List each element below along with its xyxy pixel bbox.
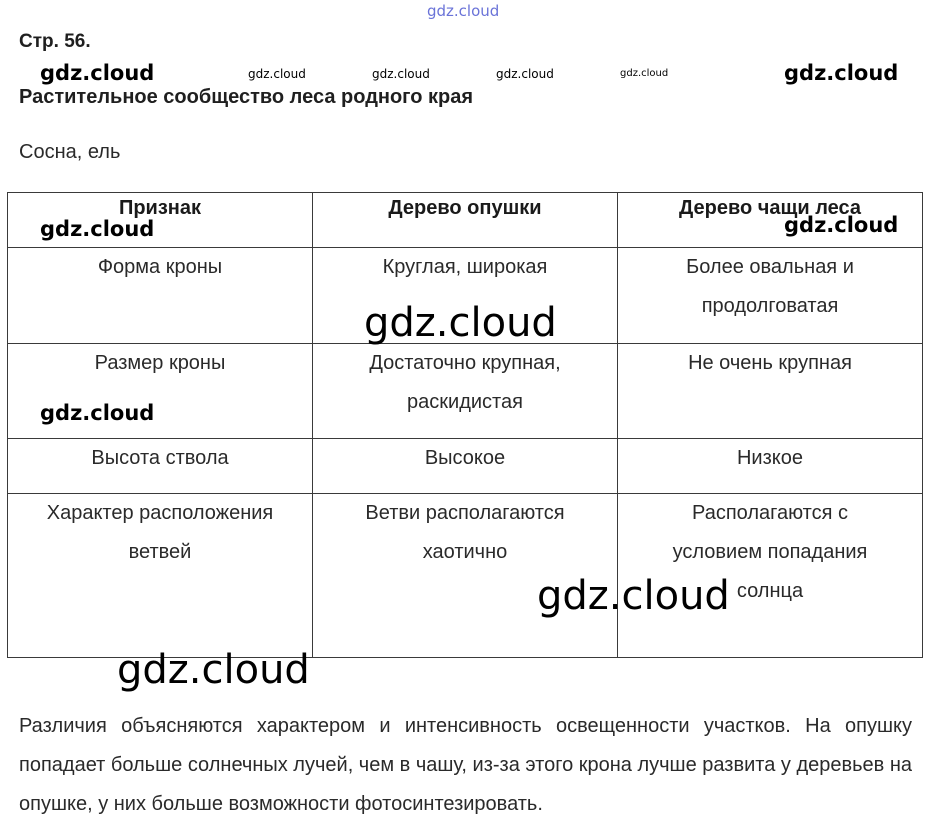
watermark: gdz.cloud: [117, 647, 310, 693]
conclusion-paragraph: Различия объясняются характером и интенсивность освещенности участков. На опушку попадает больше солнечных лучей, чем в чашу, из-за этого крона лучше развита у деревьев на опушке, у них больше возможности фотосинтезировать.: [19, 715, 912, 815]
table-cell: Размер кроны: [8, 344, 313, 439]
table-cell: Достаточно крупная, раскидистая: [313, 344, 618, 439]
watermark: gdz.cloud: [40, 217, 155, 241]
watermark: gdz.cloud: [537, 573, 730, 619]
watermark: gdz.cloud: [40, 61, 155, 85]
watermark: gdz.cloud: [40, 401, 155, 425]
table-cell: Низкое: [618, 439, 923, 494]
watermark: gdz.cloud: [496, 67, 554, 81]
watermark: gdz.cloud: [784, 61, 899, 85]
page-reference: Стр. 56.: [19, 31, 91, 52]
watermark: gdz.cloud: [364, 300, 557, 346]
header-edge-tree: Дерево опушки: [313, 193, 618, 248]
watermark: gdz.cloud: [620, 68, 669, 79]
comparison-table: [7, 192, 923, 658]
table-row: [8, 439, 923, 494]
table-row: [8, 494, 923, 658]
header-feature: Признак: [8, 193, 313, 248]
table-cell: Располагаются с условием попадания солнца: [618, 494, 923, 658]
watermark: gdz.cloud: [427, 2, 500, 20]
watermark: gdz.cloud: [372, 67, 430, 81]
page-title: Растительное сообщество леса родного края: [19, 86, 474, 108]
table-cell: Ветви располагаются хаотично: [313, 494, 618, 658]
table-cell: Высота ствола: [8, 439, 313, 494]
table-cell: Круглая, широкая: [313, 248, 618, 344]
table-cell: Форма кроны: [8, 248, 313, 344]
table-cell: Характер расположения ветвей: [8, 494, 313, 658]
header-deep-forest-tree: Дерево чащи леса: [618, 193, 923, 248]
table-cell: Более овальная и продолговатая: [618, 248, 923, 344]
table-cell: Высокое: [313, 439, 618, 494]
watermark: gdz.cloud: [248, 67, 306, 81]
table-cell: Не очень крупная: [618, 344, 923, 439]
watermark: gdz.cloud: [784, 213, 899, 237]
species-text: Сосна, ель: [19, 141, 121, 163]
